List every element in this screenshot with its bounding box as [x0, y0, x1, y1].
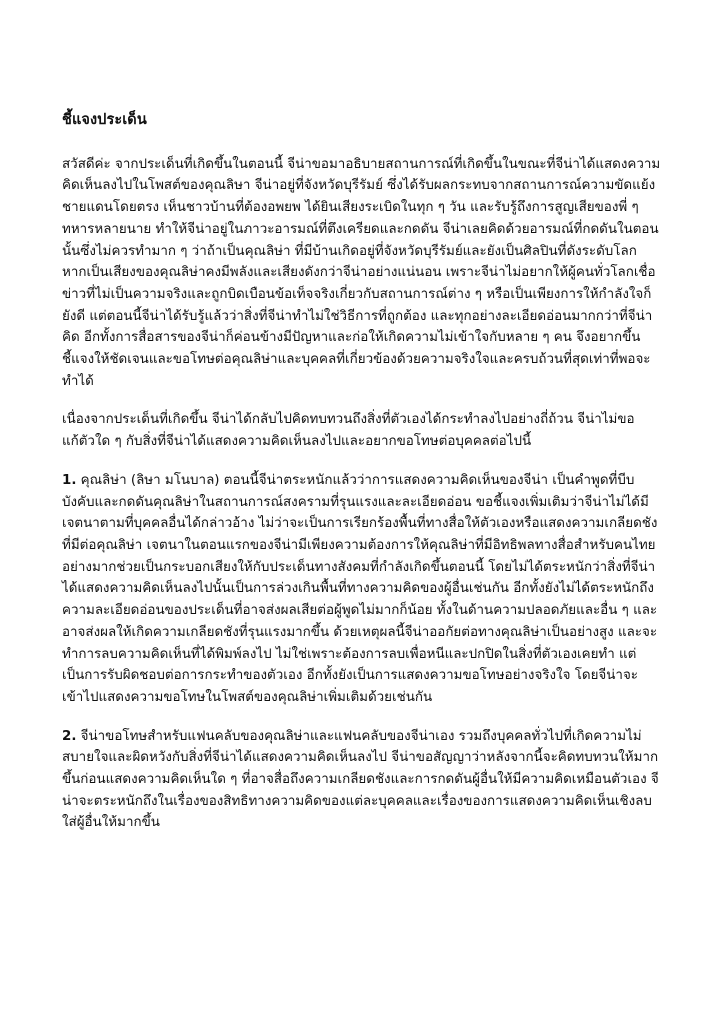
paragraph-text: เนื่องจากประเด็นที่เกิดขึ้น จีน่าได้กลับไปคิดทบทวนถึงสิ่งที่ตัวเองได้กระทำลงไปอย่างถี่ถ้วน จีน่าไม่ขอแก้ตัวใด ๆ กับสิ่งที่จีน่าได้แสดงความคิดเห็นลงไปและอยากขอโทษต่อบุคคลต่อไปนี้ [62, 412, 635, 450]
paragraph-point-2 [62, 726, 662, 835]
list-number: 2. [62, 728, 77, 744]
paragraph-point-1 [62, 470, 662, 709]
paragraph-intro [62, 154, 662, 393]
paragraph-text: คุณลิษ่า (ลิษา มโนบาล) ตอนนี้จีน่าตระหนักแล้วว่าการแสดงความคิดเห็นของจีน่า เป็นคำพูดที่บีบบังคับและกดดันคุณลิษ่าในสถานการณ์สงครามที่รุนแรงและละเอียดอ่อน ขอชี้แจงเพิ่มเติมว่าจีน่าไม่ได้มีเจตนาตามที่บุคคลอื่นได้กล่าวอ้าง ไม่ว่าจะเป็นการเรียกร้องพื้นที่ทางสื่อให้ตัวเองหรือแสดงความเกลียดชังที่มีต่อคุณลิษ่า เจตนาในตอนแรกของจีน่ามีเพียงความต้องการให้คุณลิษ่าที่มีอิทธิพลทางสื่อสำหรับคนไทยอย่างมากช่วยเป็นกระบอกเสียงให้กับประเด็นทางสังคมที่กำลังเกิดขึ้นตอนนี้ โดยไม่ได้ตระหนักว่าสิ่งที่จีน่าได้แสดงความคิดเห็นลงไปนั้นเป็นการล่วงเกินพื้นที่ทางความคิดของผู้อื่นเช่นกัน อีกทั้งยังไม่ได้ตระหนักถึงความละเอียดอ่อนของประเด็นที่อาจส่งผลเสียต่อผู้พูดไม่มากก็น้อย ทั้งในด้านความปลอดภัยและอื่น ๆ และอาจส่งผลให้เกิดความเกลียดชังที่รุนแรงมากขึ้น ด้วยเหตุผลนี้จีน่าออกัยต่อทางคุณลิษ่าเป็นอย่างสูง และจะทำการลบความคิดเห็นที่ได้พิมพ์ลงไป ไม่ใช่เพราะต้องการลบเพื่อหนีและปกปิดในสิ่งที่ตัวเองเคยทำ แต่เป็นการรับผิดชอบต่อการกระทำของตัวเอง อีกทั้งยังเป็นการแสดงความขอโทษอย่างจริงใจ โดยจีน่าจะเข้าไปแสดงความขอโทษในโพสต์ของคุณลิษ่าเพิ่มเติมด้วยเช่นกัน [62, 472, 658, 705]
paragraph-text: สวัสดีค่ะ จากประเด็นที่เกิดขึ้นในตอนนี้ จีน่าขอมาอธิบายสถานการณ์ที่เกิดขึ้นในขณะที่จีน่าได้แสดงความคิดเห็นลงไปในโพสต์ของคุณลิษา จีน่าอยู่ที่จังหวัดบุรีรัมย์ ซึ่งได้รับผลกระทบจากสถานการณ์ความขัดแย้งชายแดนโดยตรง เห็นชาวบ้านที่ต้องอพยพ ได้ยินเสียงระเบิดในทุก ๆ วัน และรับรู้ถึงการสูญเสียของพี่ ๆ ทหารหลายนาย ทำให้จีน่าอยู่ในภาวะอารมณ์ที่ตึงเครียดและกดดัน จีน่าเลยคิดด้วยอารมณ์ที่กดดันในตอนนั้นซึ่งไม่ควรทำมาก ๆ ว่าถ้าเป็นคุณลิษ่า ที่มีบ้านเกิดอยู่ที่จังหวัดบุรีรัมย์และยังเป็นศิลปินที่ดังระดับโลก หากเป็นเสียงของคุณลิษ่าคงมีพลังและเสียงดังกว่าจีน่าอย่างแน่นอน เพราะจีน่าไม่อยากให้ผู้คนทั่วโลกเชื่อข่าวที่ไม่เป็นความจริงและถูกบิดเบือนข้อเท็จจริงเกี่ยวกับสถานการณ์ต่าง ๆ หรือเป็นเพียงการให้กำลังใจก็ยังดี แต่ตอนนี้จีน่าได้รับรู้แล้วว่าสิ่งที่จีน่าทำไม่ใช่วิธีการที่ถูกต้อง และทุกอย่างละเอียดอ่อนมากกว่าที่จีน่าคิด อีกทั้งการสื่อสารของจีน่าก็ค่อนข้างมีปัญหาและก่อให้เกิดความไม่เข้าใจกับหลาย ๆ คน จึงอยากขึ้นชี้แจงให้ชัดเจนและขอโทษต่อคุณลิษ่าและบุคคลที่เกี่ยวข้องด้วยความจริงใจและครบถ้วนที่สุดเท่าที่พอจะทำได้ [62, 156, 661, 389]
paragraph-text: จีน่าขอโทษสำหรับแฟนคลับของคุณลิษ่าและแฟนคลับของจีน่าเอง รวมถึงบุคคลทั่วไปที่เกิดความไม่สบายใจและผิดหวังกับสิ่งที่จีน่าได้แสดงความคิดเห็นลงไป จีน่าขอสัญญาว่าหลังจากนี้จะคิดทบทวนให้มากขึ้นก่อนแสดงความคิดเห็นใด ๆ ที่อาจสื่อถึงความเกลียดชังและการกดดันผู้อื่นให้มีความคิดเหมือนตัวเอง จีน่าจะตระหนักถึงในเรื่องของสิทธิทางความคิดของแต่ละบุคคลและเรื่องของการแสดงความคิดเห็นเชิงลบใส่ผู้อื่นให้มากขึ้น [62, 728, 659, 831]
paragraph-reflection [62, 409, 662, 452]
page-title: ชี้แจงประเด็น [62, 112, 147, 128]
list-number: 1. [62, 472, 77, 488]
